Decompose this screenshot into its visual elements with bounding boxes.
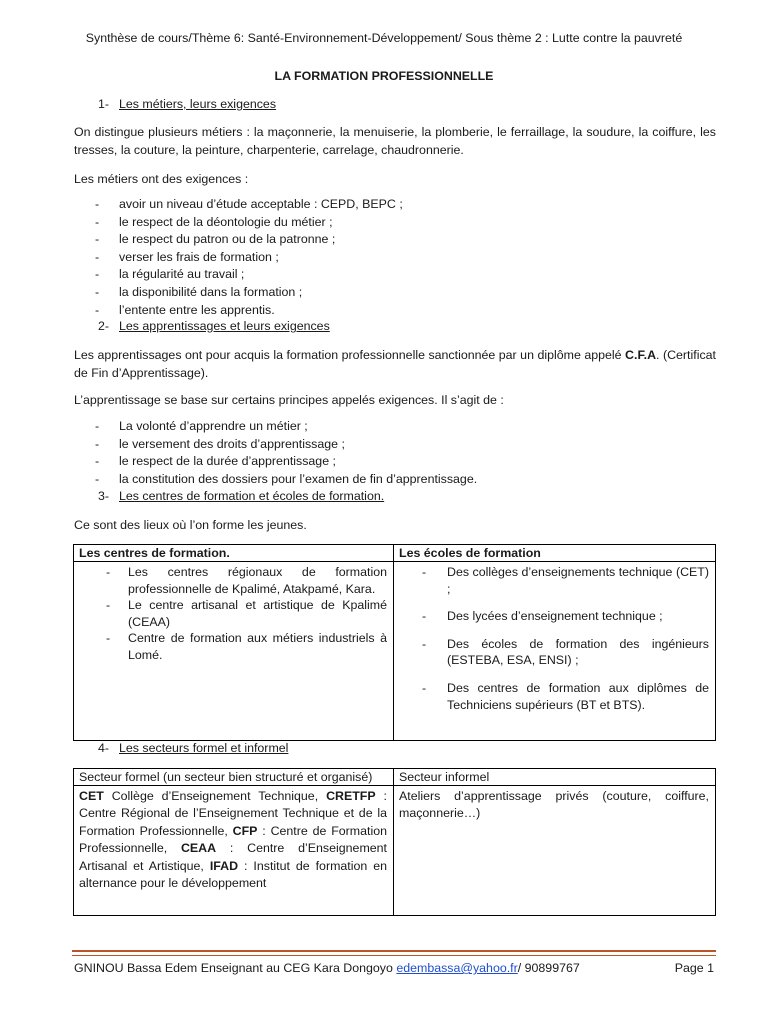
apprenticeship-requirements-list bbox=[95, 418, 477, 488]
section-number: 3- bbox=[98, 489, 110, 503]
section-4-heading bbox=[98, 741, 288, 755]
list-item: - verser les frais de formation ; bbox=[95, 249, 279, 264]
section-3-intro: Ce sont des lieux où l’on forme les jeunes. bbox=[74, 518, 307, 532]
table-header-ecoles: Les écoles de formation bbox=[394, 545, 716, 562]
list-item: - Le centre artisanal et artistique de Kpalimé (CEAA) bbox=[106, 598, 387, 629]
table-header-centres: Les centres de formation. bbox=[74, 545, 394, 562]
list-item: - la disponibilité dans la formation ; bbox=[95, 284, 303, 299]
list-item: - Les centres régionaux de formation professionnelle de Kpalimé, Atakpamé, Kara. bbox=[106, 565, 387, 596]
section-number: 1- bbox=[98, 97, 110, 111]
section-2-lead: L’apprentissage se base sur certains principes appelés exigences. Il s’agit de : bbox=[74, 393, 504, 407]
footer-email-link[interactable]: edembassa@yahoo.fr bbox=[396, 961, 518, 975]
footer-rule bbox=[72, 950, 716, 952]
section-number: 2- bbox=[98, 319, 110, 333]
section-1-intro: On distingue plusieurs métiers : la maçonnerie, la menuiserie, la plomberie, le ferraillage, la soudure, la coiffure, les tresses, la couture, la peinture, charpenterie, carrelage, chaudronnerie. bbox=[74, 125, 716, 157]
list-item: - l’entente entre les apprentis. bbox=[95, 302, 275, 317]
section-2-heading bbox=[98, 319, 330, 333]
list-item: - le respect du patron ou de la patronne ; bbox=[95, 232, 336, 247]
sectors-table bbox=[73, 768, 716, 916]
section-title: Les centres de formation et écoles de formation. bbox=[119, 489, 385, 503]
page-number: Page 1 bbox=[674, 961, 714, 975]
table-header-informel: Secteur informel bbox=[394, 769, 716, 786]
table-header-formel: Secteur formel (un secteur bien structuré et organisé) bbox=[74, 769, 394, 786]
section-1-lead: Les métiers ont des exigences : bbox=[74, 172, 249, 186]
list-item: - Des collèges d’enseignements technique (CET) ; bbox=[422, 565, 709, 596]
centres-list bbox=[74, 564, 393, 664]
table-cell-formel: CET Collège d’Enseignement Technique, CRETFP : Centre Régional de l’Enseignement Technique et de la Formation Professionnelle, CFP : Centre de Formation Professionnelle, CEAA : Centre d’Enseignement Artisanal et Artistique, IFAD : Institut de formation en alternance pour le développement bbox=[74, 786, 394, 916]
document-title: LA FORMATION PROFESSIONNELLE bbox=[274, 69, 494, 83]
list-item: - la constitution des dossiers pour l’examen de fin d’apprentissage. bbox=[95, 471, 478, 486]
metier-requirements-list bbox=[95, 196, 403, 319]
training-centers-table bbox=[73, 544, 716, 741]
list-item: - la régularité au travail ; bbox=[95, 267, 245, 282]
list-item: - Des centres de formation aux diplômes de Techniciens supérieurs (BT et BTS). bbox=[422, 680, 709, 712]
list-item: - Centre de formation aux métiers industriels à Lomé. bbox=[106, 631, 387, 662]
section-2-intro: Les apprentissages ont pour acquis la formation professionnelle sanctionnée par un diplôme appelé C.F.A. (Certificat de Fin d’Apprentissage). bbox=[74, 348, 716, 380]
list-item: - le versement des droits d’apprentissage ; bbox=[95, 436, 345, 451]
table-cell bbox=[394, 562, 716, 741]
table-cell-informel: Ateliers d’apprentissage privés (couture, coiffure, maçonnerie…) bbox=[394, 786, 716, 916]
page-header: Synthèse de cours/Thème 6: Santé-Environnement-Développement/ Sous thème 2 : Lutte contre la pauvreté bbox=[85, 31, 683, 45]
list-item: - le respect de la durée d’apprentissage ; bbox=[95, 454, 336, 469]
list-item: - La volonté d’apprendre un métier ; bbox=[95, 419, 308, 433]
table-cell bbox=[74, 562, 394, 741]
list-item: - Des lycées d’enseignement technique ; bbox=[422, 609, 663, 624]
list-item: - le respect de la déontologie du métier ; bbox=[95, 214, 333, 229]
ecoles-list bbox=[394, 564, 715, 713]
section-1-heading bbox=[98, 97, 276, 111]
list-item: - avoir un niveau d’étude acceptable : CEPD, BEPC ; bbox=[95, 197, 403, 211]
section-title: Les secteurs formel et informel bbox=[119, 741, 289, 755]
section-number: 4- bbox=[98, 741, 110, 755]
section-3-heading bbox=[98, 489, 384, 503]
footer-author: GNINOU Bassa Edem Enseignant au CEG Kara Dongoyo bbox=[74, 961, 397, 975]
page-footer bbox=[74, 961, 714, 975]
section-title: Les métiers, leurs exigences bbox=[119, 97, 277, 111]
footer-phone: / 90899767 bbox=[517, 961, 580, 975]
list-item: - Des écoles de formation des ingénieurs (ESTEBA, ESA, ENSI) ; bbox=[422, 636, 709, 668]
section-title: Les apprentissages et leurs exigences bbox=[119, 319, 330, 333]
footer-rule-thin bbox=[72, 955, 716, 956]
